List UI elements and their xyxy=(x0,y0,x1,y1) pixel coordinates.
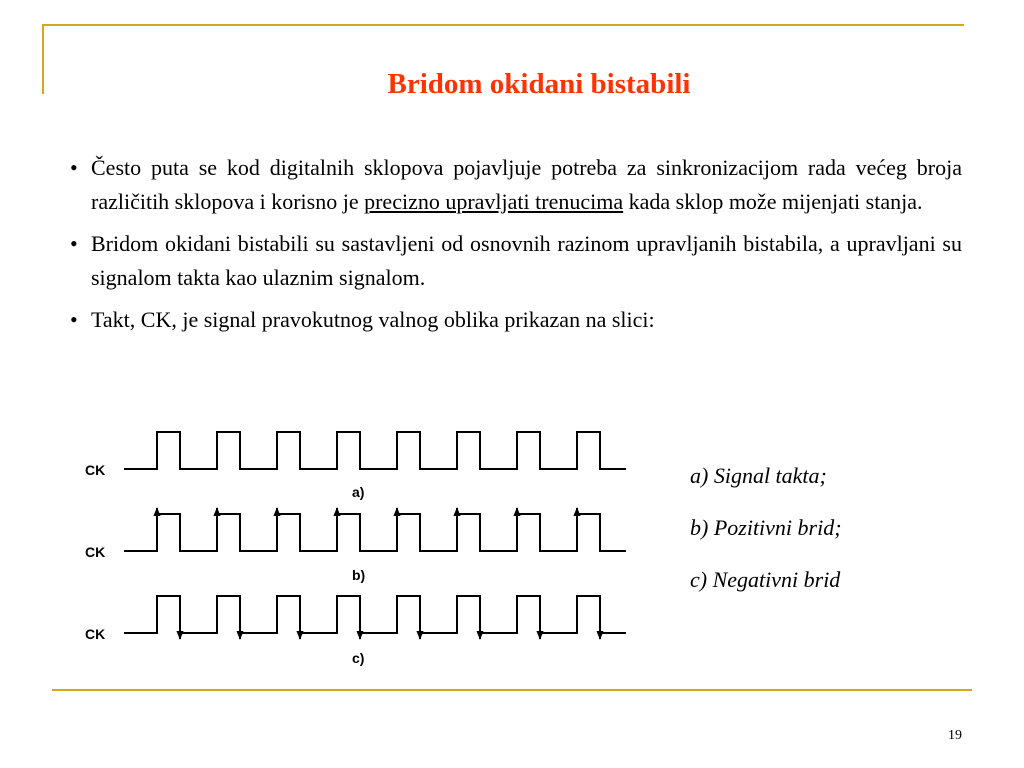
bullet-item-3 xyxy=(70,303,962,337)
waveform-b xyxy=(85,508,626,583)
clock-signal-b xyxy=(124,514,626,551)
bullet-dot: • xyxy=(70,155,78,180)
frame-bottom-line xyxy=(52,689,972,691)
bullet-list xyxy=(70,151,962,345)
slide-title: Bridom okidani bistabili xyxy=(387,68,691,100)
bullet-dot: • xyxy=(70,307,78,332)
page-number: 19 xyxy=(948,728,962,743)
bullet-1-underlined: precizno upravljati trenucima xyxy=(364,189,624,214)
ck-label-a: CK xyxy=(85,462,106,478)
caption-a: a) xyxy=(352,484,365,500)
bullet-item-2 xyxy=(70,227,962,295)
ck-label-b: CK xyxy=(85,544,106,560)
caption-item-b: b) Pozitivni brid; xyxy=(690,515,842,540)
waveform-a xyxy=(85,432,626,500)
bullet-item-1 xyxy=(70,151,962,219)
bullet-1-text-before: Često puta se kod digitalnih sklopova pojavljuje potreba za sinkronizacijom rada većeg broja različitih sklopova i korisno je xyxy=(91,155,962,214)
waveform-c xyxy=(85,596,626,666)
bullet-1-text-after: kada sklop može mijenjati stanja. xyxy=(623,189,923,214)
caption-item-c: c) Negativni brid xyxy=(690,567,841,592)
caption-c: c) xyxy=(352,650,365,666)
clock-waveform-diagram xyxy=(80,420,640,675)
clock-signal-c xyxy=(124,596,626,633)
bullet-dot: • xyxy=(70,231,78,256)
frame-top-line xyxy=(42,24,964,26)
bullet-2-text: Bridom okidani bistabili su sastavljeni od osnovnih razinom upravljanih bistabila, a upravljani su signalom takta kao ulaznim signalom. xyxy=(91,231,962,290)
ck-label-c: CK xyxy=(85,626,106,642)
caption-b: b) xyxy=(352,567,366,583)
caption-list xyxy=(690,463,842,619)
caption-item-a: a) Signal takta; xyxy=(690,463,827,488)
clock-signal-a xyxy=(124,432,626,469)
bullet-3-text: Takt, CK, je signal pravokutnog valnog oblika prikazan na slici: xyxy=(91,307,655,332)
